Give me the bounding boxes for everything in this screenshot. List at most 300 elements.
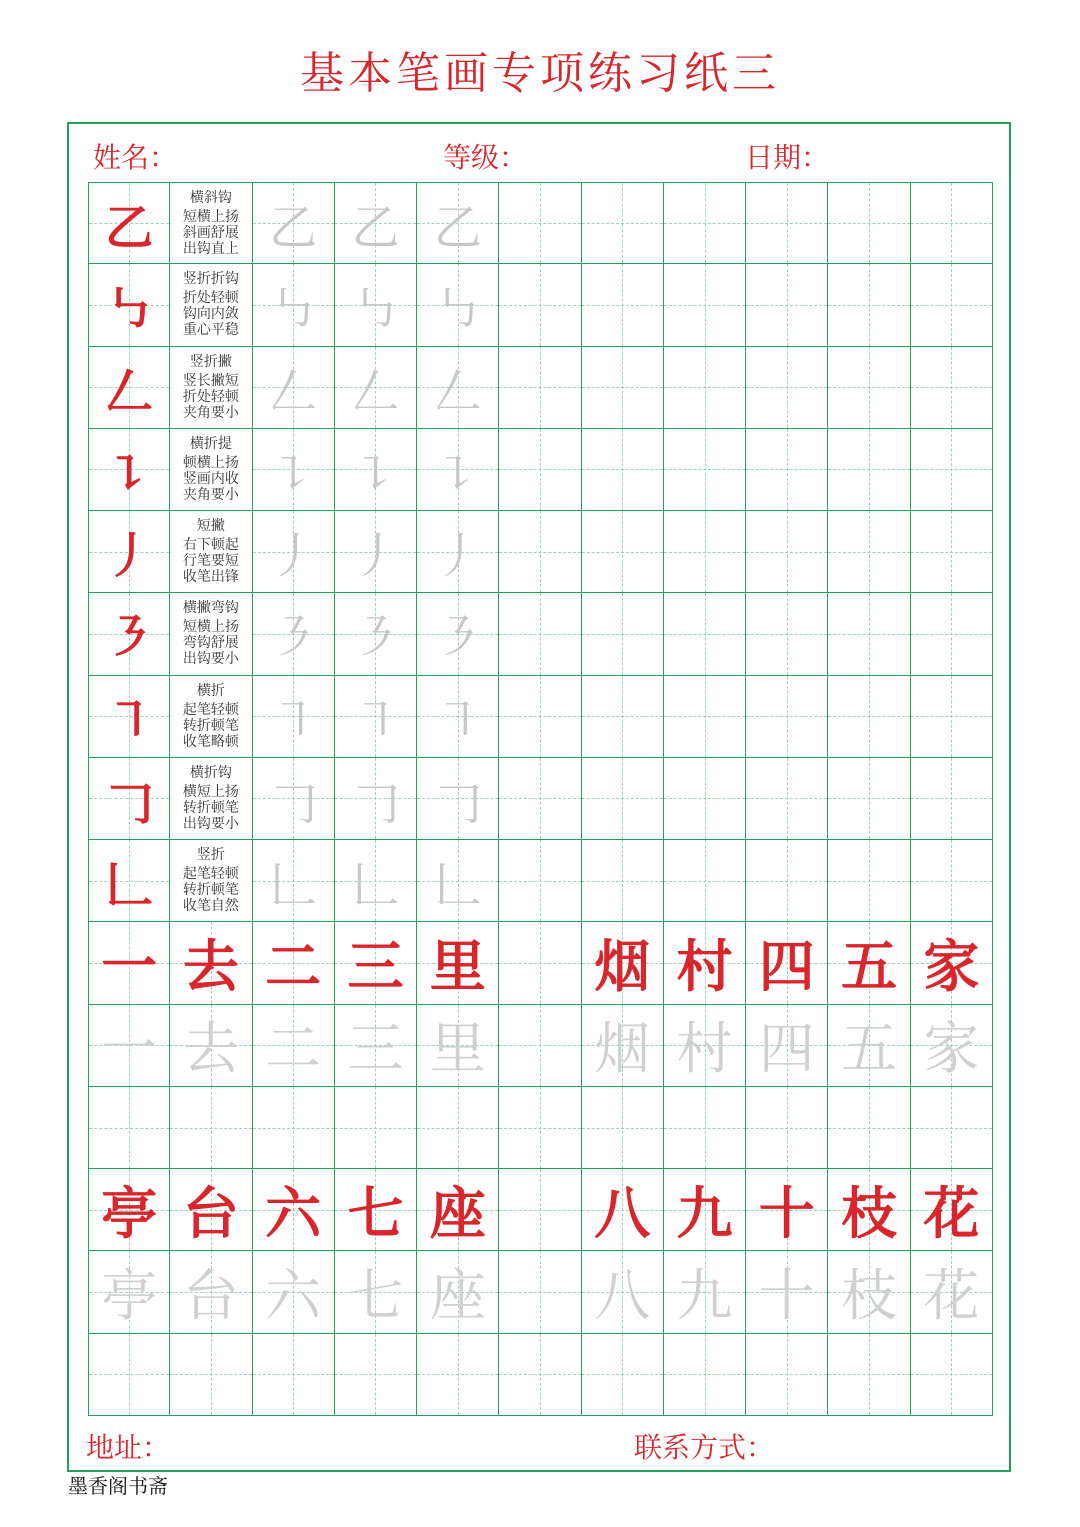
guide-line bbox=[951, 840, 952, 921]
practice-cell bbox=[499, 758, 581, 840]
guide-line bbox=[705, 264, 706, 345]
model-char: 村 bbox=[676, 934, 733, 1001]
practice-cell bbox=[417, 676, 499, 758]
guide-line bbox=[911, 1128, 992, 1129]
trace-char: 里 bbox=[429, 1017, 486, 1083]
guide-line bbox=[540, 264, 541, 345]
stroke-model-cell bbox=[88, 593, 170, 675]
trace-char: 烟 bbox=[594, 1017, 651, 1083]
stroke-trace: 𠃊 bbox=[351, 857, 400, 914]
stroke-tip: 收笔出锋 bbox=[182, 569, 239, 586]
guide-line bbox=[828, 223, 909, 224]
date-label: 日期： bbox=[745, 141, 830, 174]
stroke-tip-cell bbox=[170, 429, 252, 511]
guide-line bbox=[705, 347, 706, 428]
guide-line bbox=[951, 676, 952, 757]
blank-practice-cell bbox=[746, 1087, 828, 1169]
guide-line bbox=[540, 1005, 541, 1086]
trace-char: 亭 bbox=[101, 1264, 158, 1330]
model-char-cell bbox=[911, 922, 993, 1004]
practice-cell bbox=[746, 347, 828, 429]
guide-line bbox=[911, 798, 992, 799]
stroke-tip: 转折顿笔 bbox=[182, 799, 239, 816]
stroke-tip: 斜画舒展 bbox=[182, 224, 239, 241]
trace-char: 二 bbox=[265, 1017, 322, 1083]
stroke-model-cell bbox=[88, 264, 170, 346]
guide-line bbox=[540, 1087, 541, 1168]
model-char: 亭 bbox=[101, 1180, 158, 1247]
stroke-trace: ㇊ bbox=[351, 445, 400, 502]
model-char: 台 bbox=[182, 1180, 239, 1247]
stroke-tip: 折处轻顿 bbox=[182, 290, 239, 307]
guide-line bbox=[335, 1128, 416, 1129]
practice-cell bbox=[499, 264, 581, 346]
guide-line bbox=[540, 183, 541, 263]
model-char-cell bbox=[253, 922, 335, 1004]
guide-line bbox=[499, 305, 580, 306]
practice-cell bbox=[746, 511, 828, 593]
guide-line bbox=[869, 758, 870, 839]
model-char-cell bbox=[170, 1169, 252, 1251]
guide-line bbox=[622, 347, 623, 428]
model-char-cell bbox=[746, 1169, 828, 1251]
guide-line bbox=[787, 1087, 788, 1168]
stroke-tip: 右下顿起 bbox=[182, 537, 239, 554]
stroke-tip: 出钩要小 bbox=[182, 815, 239, 832]
trace-char-cell bbox=[582, 1251, 664, 1333]
trace-char-cell bbox=[828, 1005, 910, 1087]
guide-line bbox=[129, 1087, 130, 1168]
practice-cell bbox=[911, 840, 993, 922]
blank-practice-cell bbox=[582, 1087, 664, 1169]
guide-line bbox=[664, 881, 745, 882]
practice-cell bbox=[911, 758, 993, 840]
practice-cell bbox=[335, 429, 417, 511]
guide-line bbox=[89, 1128, 169, 1129]
guide-line bbox=[911, 552, 992, 553]
guide-line bbox=[828, 716, 909, 717]
guide-line bbox=[582, 223, 663, 224]
trace-char-cell bbox=[746, 1251, 828, 1333]
practice-cell bbox=[911, 511, 993, 593]
stroke-trace: ㇉ bbox=[351, 281, 400, 338]
stroke-tip: 重心平稳 bbox=[182, 322, 239, 339]
guide-line bbox=[746, 1374, 827, 1375]
blank-practice-cell bbox=[664, 1334, 746, 1416]
model-char: 三 bbox=[347, 934, 404, 1001]
practice-cell bbox=[664, 182, 746, 264]
blank-practice-cell bbox=[746, 1334, 828, 1416]
blank-practice-cell bbox=[335, 1087, 417, 1169]
model-char: 里 bbox=[429, 934, 486, 1001]
stroke-trace: 𠃌 bbox=[351, 774, 400, 831]
stroke-tip: 起笔轻顿 bbox=[182, 701, 239, 718]
trace-char: 家 bbox=[923, 1017, 980, 1083]
blank-practice-cell bbox=[335, 1334, 417, 1416]
stroke-trace: 丿 bbox=[433, 528, 482, 585]
guide-line bbox=[540, 429, 541, 510]
model-char-cell bbox=[417, 922, 499, 1004]
practice-cell bbox=[417, 593, 499, 675]
stroke-tip: 起笔轻顿 bbox=[182, 866, 239, 883]
stroke-tip: 折处轻顿 bbox=[182, 388, 239, 405]
model-char: 六 bbox=[265, 1180, 322, 1247]
guide-line bbox=[499, 1128, 580, 1129]
model-char-cell bbox=[335, 922, 417, 1004]
guide-line bbox=[951, 429, 952, 510]
guide-line bbox=[582, 881, 663, 882]
stroke-trace: ㇋ bbox=[351, 610, 400, 667]
guide-line bbox=[911, 634, 992, 635]
model-char: 花 bbox=[923, 1180, 980, 1247]
guide-line bbox=[911, 387, 992, 388]
guide-line bbox=[664, 469, 745, 470]
guide-line bbox=[622, 1334, 623, 1415]
practice-cell bbox=[664, 593, 746, 675]
practice-cell bbox=[499, 676, 581, 758]
guide-line bbox=[499, 223, 580, 224]
stroke-name: 横折钩 bbox=[189, 764, 232, 781]
practice-cell bbox=[911, 429, 993, 511]
guide-line bbox=[253, 1374, 334, 1375]
blank-practice-cell bbox=[664, 1087, 746, 1169]
stroke-trace: ㇋ bbox=[433, 610, 482, 667]
trace-char: 台 bbox=[182, 1264, 239, 1330]
stroke-tips bbox=[170, 593, 251, 674]
stroke-model-cell bbox=[88, 429, 170, 511]
stroke-model: ㇊ bbox=[105, 445, 154, 502]
model-char: 八 bbox=[594, 1180, 651, 1247]
practice-cell bbox=[664, 264, 746, 346]
stroke-trace: ㇕ bbox=[351, 692, 400, 749]
stroke-trace: 𠃋 bbox=[269, 363, 318, 420]
practice-cell bbox=[828, 182, 910, 264]
guide-line bbox=[911, 881, 992, 882]
blank-practice-cell bbox=[911, 1334, 993, 1416]
stroke-tip: 行笔要短 bbox=[182, 553, 239, 570]
guide-line bbox=[911, 223, 992, 224]
practice-cell bbox=[417, 182, 499, 264]
stroke-tip-cell bbox=[170, 182, 252, 264]
guide-line bbox=[828, 552, 909, 553]
practice-cell bbox=[911, 264, 993, 346]
practice-cell bbox=[499, 182, 581, 264]
guide-line bbox=[705, 183, 706, 263]
practice-cell bbox=[499, 429, 581, 511]
trace-char-cell bbox=[828, 1251, 910, 1333]
practice-cell bbox=[582, 511, 664, 593]
guide-line bbox=[746, 387, 827, 388]
practice-cell bbox=[253, 511, 335, 593]
guide-line bbox=[622, 1087, 623, 1168]
trace-char-cell bbox=[253, 1005, 335, 1087]
guide-line bbox=[869, 676, 870, 757]
guide-line bbox=[911, 1374, 992, 1375]
practice-cell bbox=[582, 347, 664, 429]
blank-practice-cell bbox=[499, 1087, 581, 1169]
guide-line bbox=[170, 1374, 251, 1375]
stroke-model-cell bbox=[88, 347, 170, 429]
trace-char-cell bbox=[499, 1005, 581, 1087]
guide-line bbox=[828, 1128, 909, 1129]
trace-char-cell bbox=[88, 1251, 170, 1333]
guide-line bbox=[622, 183, 623, 263]
guide-line bbox=[540, 676, 541, 757]
practice-cell bbox=[499, 347, 581, 429]
guide-line bbox=[911, 716, 992, 717]
guide-line bbox=[951, 347, 952, 428]
guide-line bbox=[540, 593, 541, 674]
stroke-model: ㇉ bbox=[105, 281, 154, 338]
practice-cell bbox=[746, 429, 828, 511]
guide-line bbox=[458, 1087, 459, 1168]
stroke-tip: 转折顿笔 bbox=[182, 882, 239, 899]
guide-line bbox=[582, 552, 663, 553]
practice-cell bbox=[253, 429, 335, 511]
practice-cell bbox=[746, 840, 828, 922]
guide-line bbox=[211, 1087, 212, 1168]
guide-line bbox=[746, 634, 827, 635]
model-char-cell bbox=[746, 922, 828, 1004]
guide-line bbox=[664, 1374, 745, 1375]
guide-line bbox=[746, 552, 827, 553]
guide-line bbox=[869, 511, 870, 592]
practice-cell bbox=[828, 840, 910, 922]
practice-cell bbox=[335, 840, 417, 922]
guide-line bbox=[375, 1334, 376, 1415]
stroke-tip-cell bbox=[170, 511, 252, 593]
stroke-tip: 顿横上扬 bbox=[182, 454, 239, 471]
guide-line bbox=[951, 183, 952, 263]
trace-char: 九 bbox=[676, 1264, 733, 1330]
guide-line bbox=[417, 1128, 498, 1129]
guide-line bbox=[746, 716, 827, 717]
stroke-tip: 短横上扬 bbox=[182, 619, 239, 636]
practice-cell bbox=[828, 264, 910, 346]
stroke-trace: 乙 bbox=[351, 199, 400, 256]
practice-cell bbox=[664, 676, 746, 758]
blank-practice-cell bbox=[253, 1087, 335, 1169]
grade-label: 等级： bbox=[443, 141, 528, 174]
trace-char: 七 bbox=[347, 1264, 404, 1330]
guide-line bbox=[746, 223, 827, 224]
guide-line bbox=[787, 264, 788, 345]
stroke-trace: 𠃊 bbox=[433, 857, 482, 914]
practice-cell bbox=[746, 264, 828, 346]
guide-line bbox=[828, 1374, 909, 1375]
guide-line bbox=[705, 758, 706, 839]
guide-line bbox=[458, 1334, 459, 1415]
guide-line bbox=[253, 1128, 334, 1129]
practice-cell bbox=[746, 676, 828, 758]
stroke-model: 𠃊 bbox=[105, 857, 154, 914]
stroke-trace: 𠃌 bbox=[269, 774, 318, 831]
stroke-trace: ㇉ bbox=[269, 281, 318, 338]
guide-line bbox=[499, 798, 580, 799]
guide-line bbox=[951, 264, 952, 345]
practice-cell bbox=[335, 347, 417, 429]
guide-line bbox=[664, 305, 745, 306]
guide-line bbox=[335, 1374, 416, 1375]
model-char-cell bbox=[499, 1169, 581, 1251]
stroke-tips bbox=[170, 429, 251, 510]
guide-line bbox=[951, 511, 952, 592]
guide-line bbox=[499, 469, 580, 470]
stroke-name: 横折提 bbox=[189, 435, 232, 452]
practice-cell bbox=[582, 264, 664, 346]
trace-char: 三 bbox=[347, 1017, 404, 1083]
guide-line bbox=[89, 1374, 169, 1375]
guide-line bbox=[622, 758, 623, 839]
practice-cell bbox=[253, 758, 335, 840]
guide-line bbox=[540, 1334, 541, 1415]
practice-cell bbox=[417, 347, 499, 429]
blank-practice-cell bbox=[828, 1334, 910, 1416]
practice-cell bbox=[253, 182, 335, 264]
guide-line bbox=[869, 1087, 870, 1168]
stroke-name: 横斜钩 bbox=[189, 189, 232, 206]
guide-line bbox=[828, 881, 909, 882]
stroke-tip: 竖长撇短 bbox=[182, 372, 239, 389]
model-char-cell bbox=[664, 1169, 746, 1251]
trace-char: 去 bbox=[182, 1017, 239, 1083]
stroke-tip: 出钩要小 bbox=[182, 651, 239, 668]
practice-cell bbox=[911, 676, 993, 758]
practice-cell bbox=[499, 840, 581, 922]
blank-practice-cell bbox=[911, 1087, 993, 1169]
trace-char-cell bbox=[499, 1251, 581, 1333]
guide-line bbox=[869, 593, 870, 674]
model-char-cell bbox=[911, 1169, 993, 1251]
guide-line bbox=[582, 1374, 663, 1375]
stroke-tips bbox=[170, 347, 251, 428]
guide-line bbox=[540, 347, 541, 428]
guide-line bbox=[911, 469, 992, 470]
stroke-name: 竖折撇 bbox=[189, 353, 232, 370]
blank-practice-cell bbox=[88, 1334, 170, 1416]
stroke-trace: ㇉ bbox=[433, 281, 482, 338]
stroke-trace: ㇊ bbox=[433, 445, 482, 502]
guide-line bbox=[499, 963, 580, 964]
guide-line bbox=[664, 223, 745, 224]
guide-line bbox=[664, 1128, 745, 1129]
model-char-cell bbox=[170, 922, 252, 1004]
stroke-model-cell bbox=[88, 182, 170, 264]
stroke-tip: 出钩直上 bbox=[182, 240, 239, 257]
practice-cell bbox=[253, 347, 335, 429]
stroke-tips bbox=[170, 840, 251, 921]
model-char: 七 bbox=[347, 1180, 404, 1247]
stroke-name: 竖折 bbox=[196, 847, 225, 864]
guide-line bbox=[828, 798, 909, 799]
stroke-name: 横撇弯钩 bbox=[182, 600, 239, 617]
practice-cell bbox=[746, 758, 828, 840]
practice-cell bbox=[417, 758, 499, 840]
stroke-model: 丿 bbox=[105, 528, 154, 585]
stroke-tip-cell bbox=[170, 347, 252, 429]
practice-cell bbox=[664, 511, 746, 593]
practice-cell bbox=[582, 429, 664, 511]
practice-cell bbox=[417, 840, 499, 922]
stroke-tips bbox=[170, 264, 251, 345]
guide-line bbox=[499, 881, 580, 882]
guide-line bbox=[787, 347, 788, 428]
practice-cell bbox=[582, 840, 664, 922]
stroke-tip: 竖画内收 bbox=[182, 470, 239, 487]
stroke-tip: 钩向内敛 bbox=[182, 306, 239, 323]
stroke-trace: 乙 bbox=[269, 199, 318, 256]
practice-cell bbox=[417, 264, 499, 346]
model-char: 一 bbox=[101, 934, 158, 1001]
trace-char-cell bbox=[417, 1251, 499, 1333]
practice-cell bbox=[417, 511, 499, 593]
guide-line bbox=[622, 593, 623, 674]
guide-line bbox=[746, 1128, 827, 1129]
guide-line bbox=[129, 1334, 130, 1415]
practice-cell bbox=[417, 429, 499, 511]
name-label: 姓名： bbox=[93, 141, 178, 174]
model-char-cell bbox=[88, 1169, 170, 1251]
guide-line bbox=[622, 840, 623, 921]
guide-line bbox=[869, 429, 870, 510]
guide-line bbox=[705, 676, 706, 757]
practice-cell bbox=[911, 593, 993, 675]
guide-line bbox=[582, 305, 663, 306]
model-char-cell bbox=[499, 922, 581, 1004]
blank-practice-cell bbox=[828, 1087, 910, 1169]
stroke-tip: 收笔略顿 bbox=[182, 733, 239, 750]
trace-char: 枝 bbox=[841, 1264, 898, 1330]
stroke-tip-cell bbox=[170, 758, 252, 840]
guide-line bbox=[705, 1334, 706, 1415]
guide-line bbox=[869, 264, 870, 345]
blank-practice-cell bbox=[499, 1334, 581, 1416]
guide-line bbox=[293, 1087, 294, 1168]
stroke-trace: 丿 bbox=[351, 528, 400, 585]
blank-practice-cell bbox=[88, 1087, 170, 1169]
trace-char-cell bbox=[170, 1251, 252, 1333]
guide-line bbox=[622, 676, 623, 757]
practice-cell bbox=[253, 676, 335, 758]
blank-practice-cell bbox=[253, 1334, 335, 1416]
blank-practice-cell bbox=[170, 1334, 252, 1416]
model-char: 二 bbox=[265, 934, 322, 1001]
model-char-cell bbox=[828, 1169, 910, 1251]
guide-line bbox=[705, 511, 706, 592]
guide-line bbox=[705, 1087, 706, 1168]
model-char: 九 bbox=[676, 1180, 733, 1247]
stroke-trace: ㇊ bbox=[269, 445, 318, 502]
blank-practice-cell bbox=[417, 1334, 499, 1416]
guide-line bbox=[951, 1087, 952, 1168]
guide-line bbox=[417, 1374, 498, 1375]
stroke-model-cell bbox=[88, 840, 170, 922]
guide-line bbox=[211, 1334, 212, 1415]
stroke-model-cell bbox=[88, 676, 170, 758]
trace-char-cell bbox=[911, 1005, 993, 1087]
guide-line bbox=[746, 798, 827, 799]
practice-cell bbox=[828, 676, 910, 758]
stroke-name: 竖折折钩 bbox=[182, 271, 239, 288]
guide-line bbox=[746, 881, 827, 882]
guide-line bbox=[582, 387, 663, 388]
stroke-name: 横折 bbox=[196, 682, 225, 699]
model-char-cell bbox=[664, 922, 746, 1004]
stroke-model: 𠃌 bbox=[105, 774, 154, 831]
stroke-trace: ㇋ bbox=[269, 610, 318, 667]
practice-cell bbox=[664, 429, 746, 511]
guide-line bbox=[540, 922, 541, 1003]
